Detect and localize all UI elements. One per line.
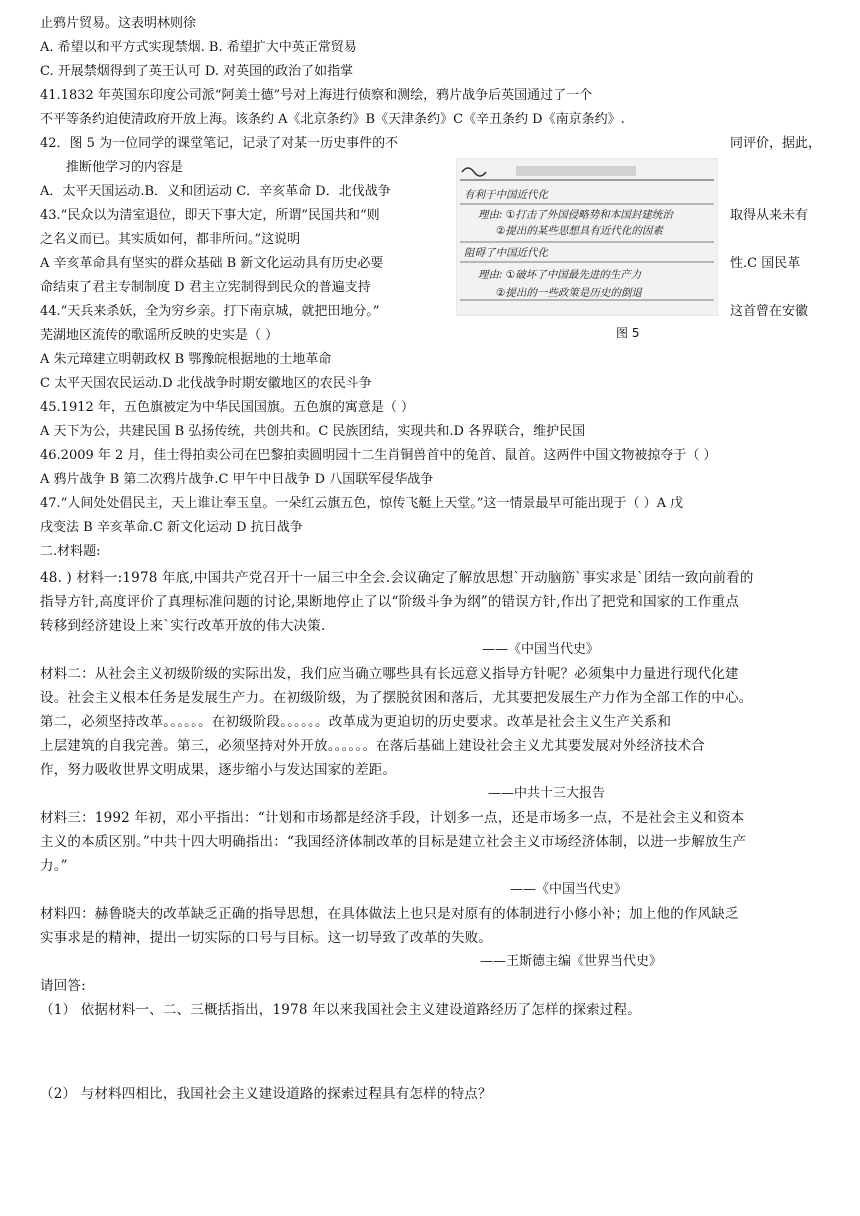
sub-question-1: （1） 依据材料一、二、三概括指出，1978 年以来我国社会主义建设道路经历了怎样的探索过程。 bbox=[40, 1002, 641, 1018]
material-2-line-3: 第二，必须坚持改革。。。。。。在初级阶段。。。。。。改革成为更迫切的历史要求。改革是社会主义生产关系和 bbox=[40, 714, 672, 730]
material-3-source: ——《中国当代史》 bbox=[510, 882, 628, 897]
q45-line-1: 45.1912 年，五色旗被定为中华民国国旗。五色旗的寓意是（ ） bbox=[40, 400, 415, 415]
material-4-line-1: 材料四：赫鲁晓夫的改革缺乏正确的指导思想，在具体做法上也只是对原有的体制进行小修小补；加上他的作风缺乏 bbox=[40, 906, 739, 922]
figure-5-notes-image bbox=[456, 158, 718, 316]
material-1-line-3: 转移到经济建设上来`实行改革开放的伟大决策. bbox=[40, 618, 326, 634]
answer-prompt: 请回答: bbox=[40, 978, 86, 994]
q47-line-1: 47.“人间处处倡民主，天上谁让奉玉皇。一朵红云旗五色，惊传飞艇上天堂。”这一情景最早可能出现于（ ）A 戊 bbox=[40, 496, 684, 511]
q44-line-4: C 太平天国农民运动.D 北伐战争时期安徽地区的农民斗争 bbox=[40, 376, 372, 391]
material-1-line-1: 48. ) 材料一:1978 年底,中国共产党召开十一届三中全会.会议确定了解放思想`开动脑筋`事实求是`团结一致向前看的 bbox=[40, 570, 754, 586]
q42-line-2: 推断他学习的内容是 bbox=[66, 160, 184, 175]
figure-5-caption: 图 5 bbox=[616, 326, 640, 340]
material-1-line-2: 指导方针,高度评价了真理标准问题的讨论,果断地停止了以“阶级斗争为纲”的错误方针,作出了把党和国家的工作重点 bbox=[40, 594, 739, 610]
section-title: 二.材料题: bbox=[40, 544, 101, 559]
q43-line-2: 之名义而已。其实质如何，都非所问。”这说明 bbox=[40, 232, 301, 247]
material-2-line-2: 设。社会主义根本任务是发展生产力。在初级阶级，为了摆脱贫困和落后，尤其要把发展生产力作为全部工作的中心。 bbox=[40, 690, 753, 706]
material-1-source: ——《中国当代史》 bbox=[482, 642, 600, 657]
material-2-line-5: 作，努力吸收世界文明成果，逐步缩小与发达国家的差距。 bbox=[40, 762, 397, 778]
q44-line-3: A 朱元璋建立明朝政权 B 鄂豫皖根据地的土地革命 bbox=[40, 352, 332, 367]
q47-line-2: 戌变法 B 辛亥革命.C 新文化运动 D 抗日战争 bbox=[40, 520, 303, 535]
q44-line-1-right: 这首曾在安徽 bbox=[730, 304, 809, 319]
material-2-source: ——中共十三大报告 bbox=[488, 786, 606, 801]
note-reason-2b: ②提出的一些政策是历史的倒退 bbox=[496, 287, 642, 299]
q43-line-3: A 辛亥革命具有坚实的群众基础 B 新文化运动具有历史必要 bbox=[40, 256, 384, 271]
q42-options: A．太平天国运动.B．义和团运动 C．辛亥革命 D．北伐战争 bbox=[40, 184, 391, 199]
material-4-source: ——王斯德主编《世界当代史》 bbox=[480, 954, 663, 969]
q44-line-2: 芜湖地区流传的歌谣所反映的史实是（ ） bbox=[40, 328, 279, 343]
q45-line-2: A 天下为公，共建民国 B 弘扬传统，共创共和。C 民族团结，实现共和.D 各界联合，维护民国 bbox=[40, 424, 586, 439]
q40-line: 止鸦片贸易。这表明林则徐 bbox=[40, 16, 197, 31]
note-reason-1b: ②提出的某些思想具有近代化的因素 bbox=[496, 225, 663, 237]
material-4-line-2: 实事求是的精神，提出一切实际的口号与目标。这一切导致了改革的失败。 bbox=[40, 930, 493, 946]
note-row-2: 阻碍了中国近代化 bbox=[464, 247, 548, 259]
material-3-line-3: 力。” bbox=[40, 858, 68, 874]
q42-line-1-right: 同评价，据此， bbox=[730, 136, 822, 151]
q44-line-1: 44.“天兵来杀妖，全为穷乡亲。打下南京城，就把田地分。” bbox=[40, 304, 380, 319]
q41-line-1: 41.1832 年英国东印度公司派“阿美士德”号对上海进行侦察和测绘，鸦片战争后英国通过了一个 bbox=[40, 88, 593, 103]
q46-line-1: 46.2009 年 2 月，佳士得拍卖公司在巴黎拍卖圆明园十二生肖铜兽首中的兔首、鼠首。这两件中国文物被掠夺于（ ） bbox=[40, 448, 717, 463]
notes-sketch bbox=[456, 158, 718, 316]
q43-line-3-right: 性.C 国民革 bbox=[730, 256, 801, 271]
note-row-1: 有利于中国近代化 bbox=[464, 189, 548, 201]
q42-line-1: 42．图 5 为一位同学的课堂笔记，记录了对某一历史事件的不 bbox=[40, 136, 399, 151]
q43-line-1: 43.“民众以为清室退位，即天下事大定，所谓”民国共和“则 bbox=[40, 208, 380, 223]
q43-line-4: 命结束了君主专制制度 D 君主立宪制得到民众的普遍支持 bbox=[40, 280, 371, 295]
q40-options-cd: C. 开展禁烟得到了英王认可 D. 对英国的政治了如指掌 bbox=[40, 64, 354, 79]
sub-question-2: （2） 与材料四相比，我国社会主义建设道路的探索过程具有怎样的特点？ bbox=[40, 1086, 492, 1102]
note-reason-1a: 理由: ①打击了外国侵略势和本国封建统治 bbox=[478, 209, 673, 221]
material-3-line-1: 材料三：1992 年初，邓小平指出：“计划和市场都是经济手段，计划多一点，还是市场多一点，不是社会主义和资本 bbox=[40, 810, 745, 826]
material-3-line-2: 主义的本质区别。”中共十四大明确指出：“我国经济体制改革的目标是建立社会主义市场经济体制，以进一步解放生产 bbox=[40, 834, 747, 850]
note-reason-2a: 理由: ①破坏了中国最先进的生产力 bbox=[478, 269, 642, 281]
material-2-line-1: 材料二：从社会主义初级阶级的实际出发，我们应当确立哪些具有长远意义指导方针呢？必须集中力量进行现代化建 bbox=[40, 666, 739, 682]
q46-line-2: A 鸦片战争 B 第二次鸦片战争.C 甲午中日战争 D 八国联军侵华战争 bbox=[40, 472, 434, 487]
q41-line-2: 不平等条约迫使清政府开放上海。该条约 A《北京条约》B《天津条约》C《辛丑条约 D《南京条约》. bbox=[40, 112, 625, 127]
q40-options-ab: A. 希望以和平方式实现禁烟. B. 希望扩大中英正常贸易 bbox=[40, 40, 357, 55]
material-2-line-4: 上层建筑的自我完善。第三，必须坚持对外开放。。。。。。在落后基础上建设社会主义尤其要发展对外经济技术合 bbox=[40, 738, 705, 754]
q43-line-1-right: 取得从来未有 bbox=[730, 208, 809, 223]
